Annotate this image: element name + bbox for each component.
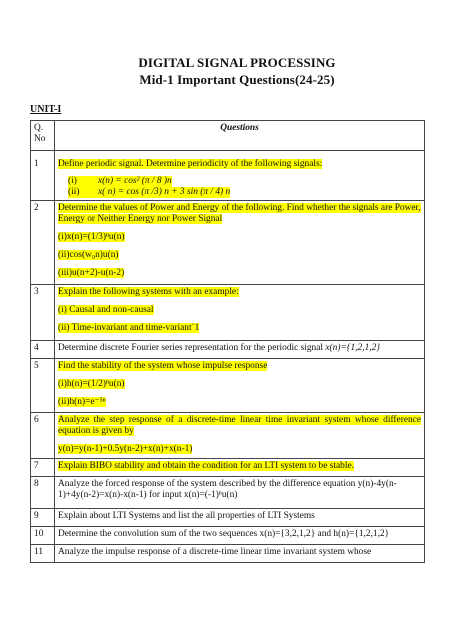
question-number: 9 bbox=[31, 509, 55, 527]
unit-heading: UNIT-I bbox=[30, 104, 62, 115]
question-cell bbox=[55, 359, 425, 413]
question-text: Determine the convolution sum of the two sequences x(n)={3,2,1,2} and h(n)={1,2,1,2} bbox=[58, 529, 390, 539]
table-row bbox=[31, 151, 425, 201]
question-text: Analyze the forced response of the system described by the difference equation y(n)-4y(n-1)+4y(n-2)=x(n)-x(n-1) for input x(n)=(-1)ⁿu(n) bbox=[58, 479, 397, 500]
question-text: Analyze the step response of a discrete-time linear time invariant system whose difference equation is given by bbox=[58, 415, 421, 436]
sub-question-label: (ii) bbox=[68, 187, 98, 198]
question-cell bbox=[55, 285, 425, 341]
questions-table bbox=[30, 120, 425, 563]
question-cell bbox=[55, 151, 425, 201]
document-subtitle: Mid-1 Important Questions(24-25) bbox=[139, 72, 335, 87]
table-row bbox=[31, 509, 425, 527]
question-cell bbox=[55, 545, 425, 563]
question-text: Explain BIBO stability and obtain the condition for an LTI system to be stable. bbox=[58, 461, 354, 471]
col-header-questions: Questions bbox=[55, 121, 425, 151]
table-row bbox=[31, 545, 425, 563]
table-row bbox=[31, 477, 425, 509]
question-number: 7 bbox=[31, 459, 55, 477]
table-row bbox=[31, 459, 425, 477]
question-number: 3 bbox=[31, 285, 55, 341]
sub-question: (ii)cos(w₀n)u(n) bbox=[58, 250, 119, 260]
question-text: Find the stability of the system whose impulse response bbox=[58, 361, 268, 371]
sub-question: (i)h(n)=(1/2)ⁿu(n) bbox=[58, 379, 125, 389]
question-cell bbox=[55, 459, 425, 477]
question-text: Determine discrete Fourier series representation for the periodic signal bbox=[58, 343, 326, 353]
table-header-row bbox=[31, 121, 425, 151]
question-number: 10 bbox=[31, 527, 55, 545]
sub-question: (ii)h(n)=e⁻⁵ⁿ bbox=[58, 397, 106, 407]
question-cell bbox=[55, 477, 425, 509]
sub-question bbox=[68, 176, 421, 187]
question-text: Explain about LTI Systems and list the all properties of LTI Systems bbox=[58, 511, 315, 521]
question-number: 2 bbox=[31, 201, 55, 285]
sub-question-expression: x(n) = cos² (π / 8 )n bbox=[98, 176, 172, 186]
question-text: Determine the values of Power and Energy of the following. Find whether the signals are Power, Energy or Neither Energy nor Power Signal bbox=[58, 203, 421, 224]
signal-expression: x(n)={1,2,1,2} bbox=[325, 343, 381, 353]
question-cell bbox=[55, 509, 425, 527]
question-text: Analyze the impulse response of a discrete-time linear time invariant system whose bbox=[58, 547, 372, 557]
question-text: Define periodic signal. Determine periodicity of the following signals: bbox=[58, 159, 323, 169]
sub-question bbox=[68, 187, 421, 198]
sub-question: (i)x(n)=(1/3)ⁿu(n) bbox=[58, 232, 125, 242]
sub-question: (iii)u(n+2)-u(n-2) bbox=[58, 268, 125, 278]
question-cell bbox=[55, 341, 425, 359]
question-number: 4 bbox=[31, 341, 55, 359]
question-number: 6 bbox=[31, 413, 55, 459]
table-row bbox=[31, 413, 425, 459]
table-row bbox=[31, 359, 425, 413]
question-text: Explain the following systems with an example: bbox=[58, 287, 239, 297]
question-number: 11 bbox=[31, 545, 55, 563]
col-header-no: Q. No bbox=[31, 121, 55, 151]
sub-question-expression: x( n) = cos (π /3) n + 3 sin (π / 4) n bbox=[98, 187, 231, 197]
question-cell bbox=[55, 527, 425, 545]
table-row bbox=[31, 285, 425, 341]
sub-question: (i) Causal and non-causal bbox=[58, 305, 154, 315]
document-title: DIGITAL SIGNAL PROCESSING bbox=[138, 55, 336, 70]
table-row bbox=[31, 201, 425, 285]
question-number: 5 bbox=[31, 359, 55, 413]
difference-equation: y(n)=y(n-1)+0.5y(n-2)+x(n)+x(n-1) bbox=[58, 444, 193, 454]
question-cell bbox=[55, 201, 425, 285]
sub-question-list bbox=[68, 176, 421, 198]
sub-question-label: (i) bbox=[68, 176, 98, 187]
sub-question: (ii) Time-invariant and time-variant`1 bbox=[58, 323, 200, 333]
question-number: 1 bbox=[31, 151, 55, 201]
question-number: 8 bbox=[31, 477, 55, 509]
question-cell bbox=[55, 413, 425, 459]
table-row bbox=[31, 527, 425, 545]
table-row bbox=[31, 341, 425, 359]
